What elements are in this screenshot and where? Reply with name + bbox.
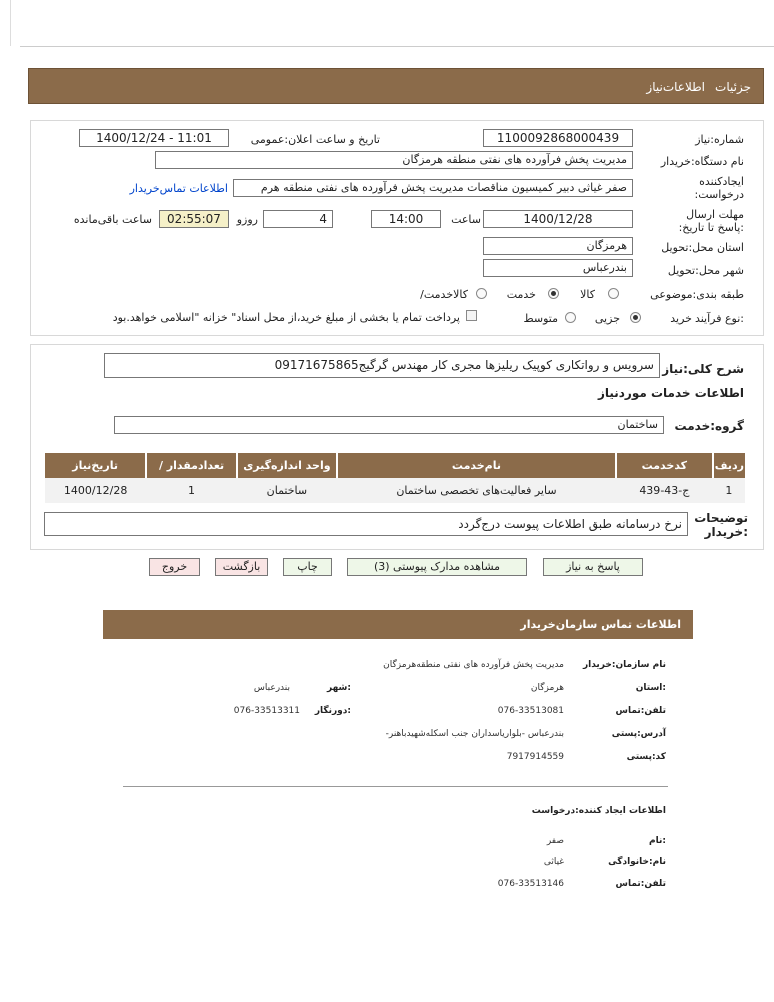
contact-postal-value: 7917914559: [506, 752, 564, 762]
back-button[interactable]: بازگشت: [215, 558, 268, 576]
category-service-radio[interactable]: [548, 288, 559, 299]
buyer-notes-label: توضیحات :خریدار: [694, 511, 748, 539]
contact-city-label: شهر:: [327, 683, 351, 693]
payment-note: پرداخت تمام یا بخشی از مبلغ خرید،از محل اسناد" خزانه "اسلامی خواهد.بود: [112, 311, 460, 324]
buyer-notes-field: نرخ درسامانه طبق اطلاعات پیوست درج‌گردد: [44, 512, 688, 536]
creator-label: ایجادکننده درخواست:: [694, 175, 744, 201]
deadline-date-field: 1400/12/28: [483, 210, 633, 228]
view-attachments-button[interactable]: مشاهده مدارک پیوستی (3): [347, 558, 527, 576]
process-type-label: نوع فرآیند:: [694, 312, 744, 325]
contact-address-value: -بندرعباس -بلواریاسداران جنب اسکله‌شهیدباهنر: [385, 729, 564, 739]
creator-family-value: غیاثی: [543, 857, 564, 867]
remaining-time-field: 02:55:07: [159, 210, 229, 228]
cell-row-no: 1: [725, 484, 733, 497]
header-need-date: تاریخ‌نیاز: [45, 453, 146, 478]
contact-phone-label: تلفن:تماس: [615, 706, 666, 716]
exit-button[interactable]: خروج: [149, 558, 200, 576]
print-button[interactable]: چاپ: [283, 558, 332, 576]
header-unit: واحد اندازه‌گیری: [237, 453, 337, 478]
category-goods-radio[interactable]: [608, 288, 619, 299]
process-medium-radio[interactable]: [565, 312, 576, 323]
contact-divider: [123, 786, 668, 787]
announce-date-field: 1400/12/24 - 11:01: [79, 129, 229, 147]
tab-details[interactable]: جزئیات: [715, 80, 751, 94]
deadline-time-field: 14:00: [371, 210, 441, 228]
province-label: استان محل:تحویل: [661, 241, 744, 254]
contact-province-label: استان:: [635, 683, 666, 693]
buyer-org-field: مدیریت پخش فرآورده های نفتی منطقه هرمزگان: [155, 151, 633, 169]
announce-date-label: تاریخ و ساعت اعلان:عمومی: [250, 133, 380, 146]
services-table: [45, 453, 745, 503]
summary-field: سرویس و رواتکاری کوپیک ریلیزها مجری کار مهندس گرگیج09171675865: [104, 353, 660, 378]
service-group-field: ساختمان: [114, 416, 664, 434]
creator-name-label: نام:: [649, 836, 666, 846]
category-both-label: /کالاخدمت: [420, 288, 468, 301]
cell-quantity: 1: [188, 484, 196, 497]
category-service-label: خدمت: [506, 288, 536, 301]
creator-family-label: نام:خانوادگی: [608, 857, 666, 867]
remaining-time-label: ساعت باقی‌مانده: [73, 213, 152, 226]
left-divider: [10, 0, 11, 46]
payment-treasury-checkbox[interactable]: [466, 310, 477, 321]
contact-fax-value: 076-33513311: [233, 706, 300, 716]
buyer-contact-header: [103, 610, 693, 639]
top-divider: [20, 46, 774, 47]
header-service-code: کدخدمت: [616, 453, 713, 478]
need-number-field: 1100092868000439: [483, 129, 633, 147]
buyer-contact-link[interactable]: اطلاعات تماس‌خریدار: [129, 182, 228, 195]
header-row-no: ردیف: [714, 459, 744, 472]
city-label: شهر محل:تحویل: [667, 264, 744, 277]
contact-city-value: بندرعباس: [253, 683, 290, 693]
buyer-contact-title: اطلاعات تماس سازمان‌خریدار: [520, 618, 681, 631]
header-service-name: نام‌خدمت: [337, 453, 616, 478]
buyer-org-label: نام دستگاه:خریدار: [660, 155, 744, 168]
creator-phone-label: تلفن:تماس: [615, 879, 666, 889]
services-title: اطلاعات خدمات موردنیاز: [597, 386, 744, 400]
reply-button[interactable]: پاسخ به نیاز: [543, 558, 643, 576]
category-both-radio[interactable]: [476, 288, 487, 299]
service-group-label: گروه:خدمت: [674, 419, 744, 433]
header-bar: [28, 68, 764, 104]
process-partial-label: جزیی: [594, 312, 620, 325]
contact-address-label: آدرس:پستی: [611, 729, 666, 739]
table-header-row: [45, 453, 745, 478]
cell-unit: ساختمان: [266, 484, 308, 497]
province-field: هرمزگان: [483, 237, 633, 255]
header-quantity: / تعدادمقدار: [146, 453, 237, 478]
tab-need-info[interactable]: اطلاعات‌نیاز: [646, 80, 705, 94]
days-field: 4: [263, 210, 333, 228]
creator-name-value: صفر: [546, 836, 564, 846]
cell-service-name: سایر فعالیت‌های تخصصی ساختمان: [396, 484, 557, 497]
creator-phone-value: 076-33513146: [497, 879, 564, 889]
category-label: طبقه بندی:موضوعی: [650, 288, 744, 301]
process-buy-label: خرید: [670, 312, 692, 325]
contact-province-value: هرمزگان: [530, 683, 564, 693]
deadline-time-label: ساعت: [451, 213, 481, 226]
contact-fax-label: دورنگار:: [314, 706, 351, 716]
deadline-label: مهلت ارسال :پاسخ تا تاریخ:: [678, 208, 744, 234]
days-label: روزو: [236, 213, 258, 226]
org-name-label: نام سازمان:خریدار: [582, 660, 666, 670]
summary-label: شرح کلی:نیاز: [662, 362, 744, 376]
creator-field: صفر غیاثی دبیر کمیسیون مناقصات مدیریت پخش فرآورده های نفتی منطقه هرم: [233, 179, 633, 197]
process-partial-radio[interactable]: [630, 312, 641, 323]
city-field: بندرعباس: [483, 259, 633, 277]
org-name-value: مدیریت پخش فرآورده های نفتی منطقه‌هرمزگان: [383, 660, 564, 670]
contact-postal-label: کد:پستی: [626, 752, 666, 762]
cell-service-code: ج-43-439: [639, 484, 690, 497]
table-row: [45, 478, 745, 503]
creator-info-title: اطلاعات ایجاد کننده:درخواست: [531, 806, 666, 816]
cell-need-date: 1400/12/28: [63, 484, 128, 497]
contact-phone-value: 076-33513081: [497, 706, 564, 716]
category-goods-label: کالا: [580, 288, 595, 301]
need-number-label: شماره:نیاز: [695, 133, 744, 146]
process-medium-label: متوسط: [523, 312, 558, 325]
